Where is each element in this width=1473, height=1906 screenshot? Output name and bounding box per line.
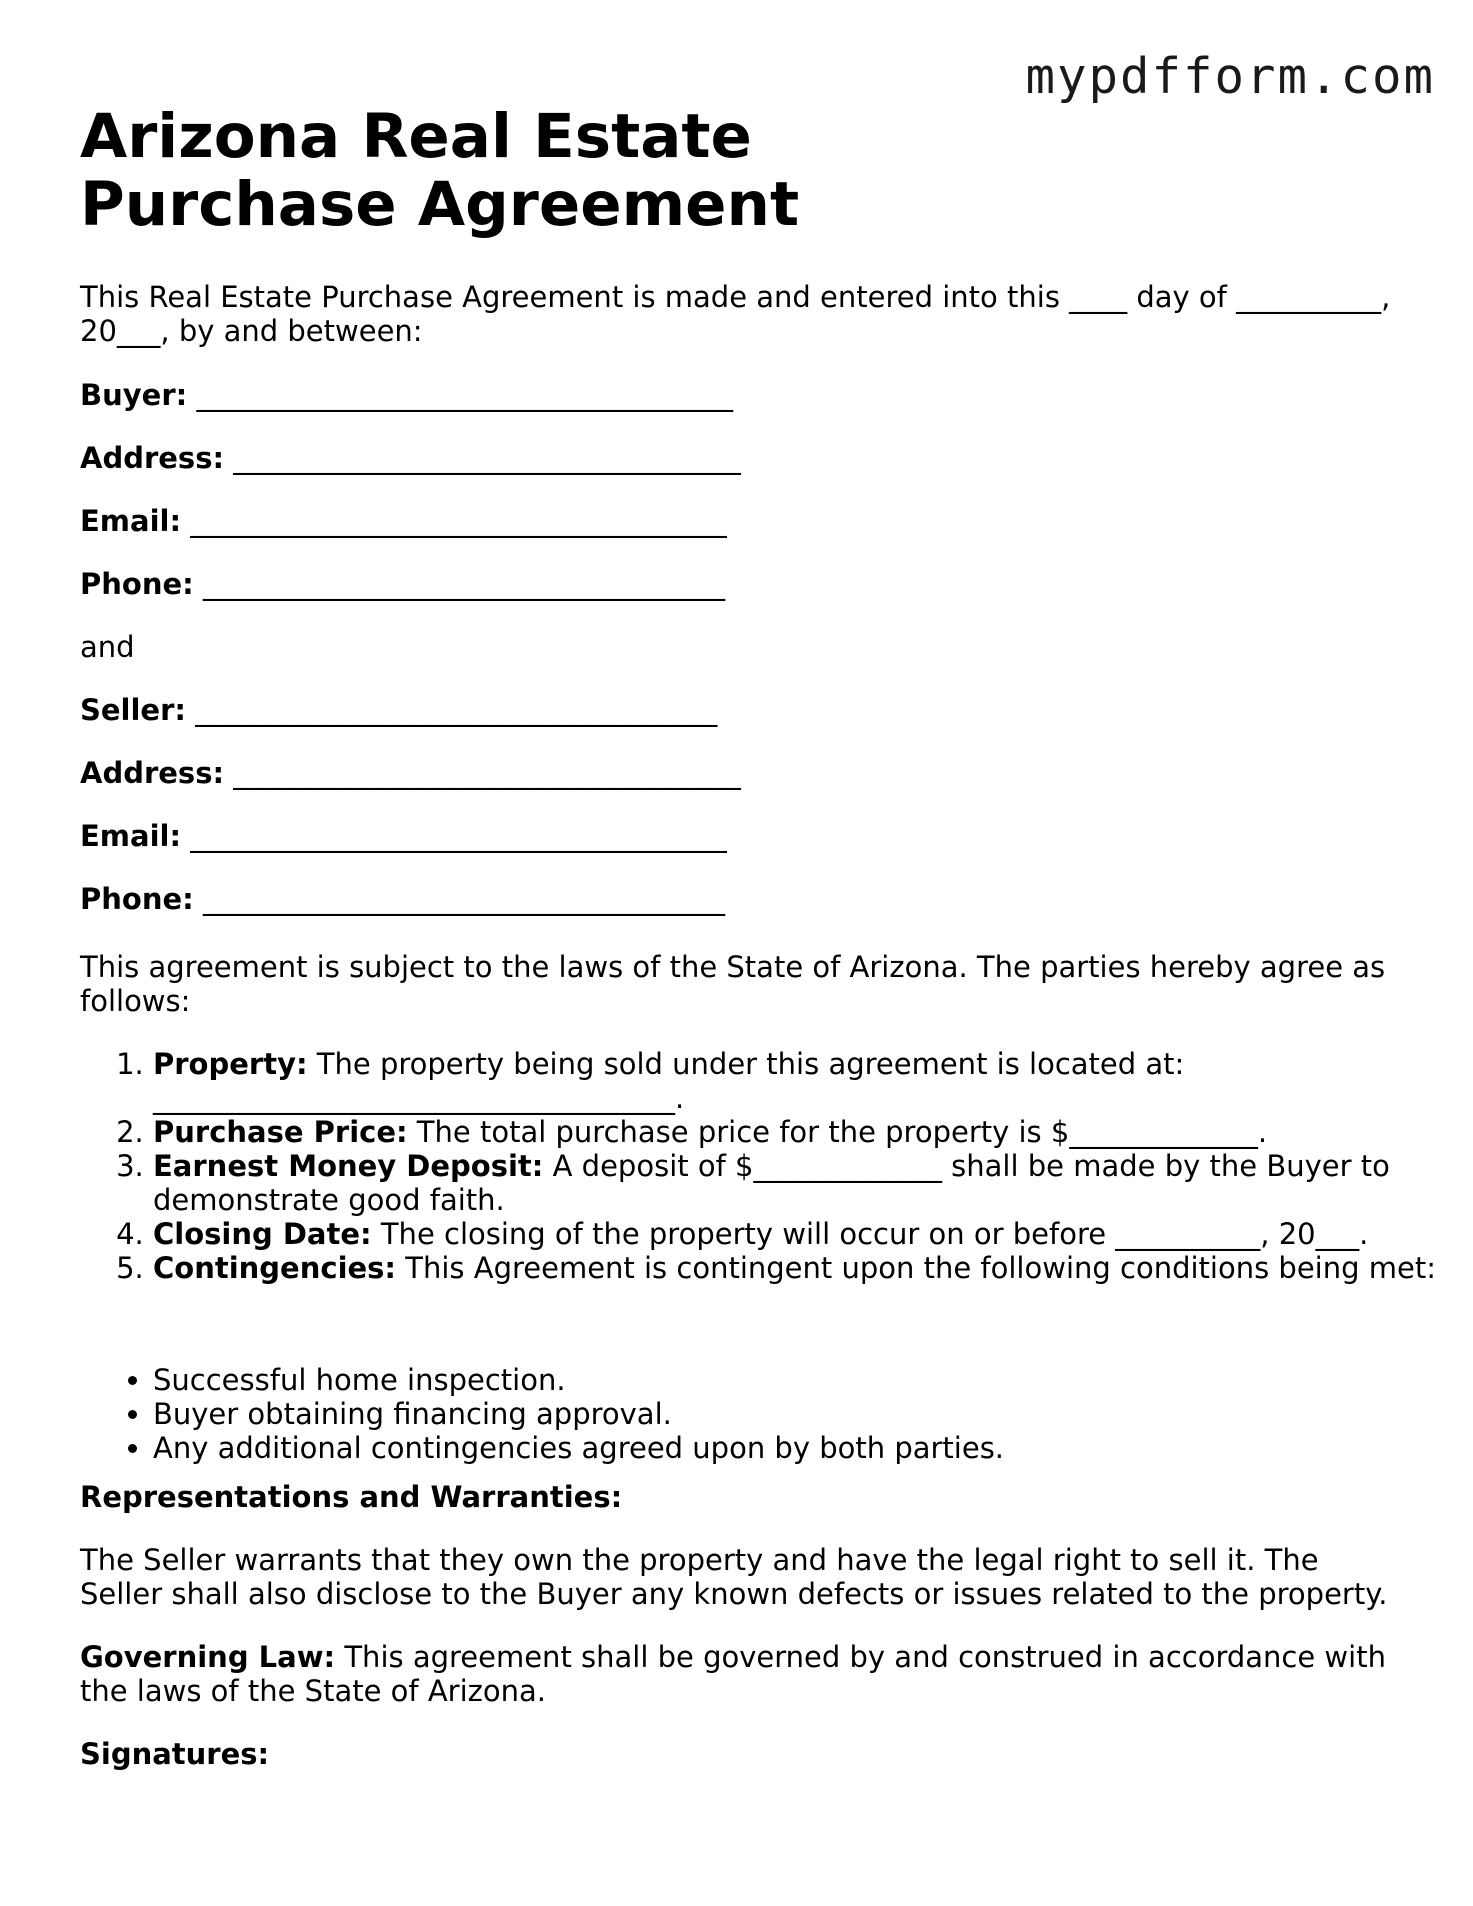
seller-address-field: [80, 756, 1393, 819]
seller-phone-field: [80, 882, 1393, 945]
term-label: Contingencies:: [153, 1251, 397, 1285]
term-item: [153, 1115, 1466, 1149]
term-label: Purchase Price:: [153, 1115, 408, 1149]
buyer-name-field: [80, 378, 1393, 441]
list-item: • Successful home inspection.: [153, 1363, 1466, 1397]
term-item: [153, 1047, 1466, 1115]
contingencies-list: [80, 1363, 1466, 1465]
buyer-address-blank: ___________________________________: [233, 441, 741, 475]
seller-email-blank: _____________________________________: [190, 819, 727, 853]
buyer-address-field: [80, 441, 1393, 504]
representations-heading: Representations and Warranties:: [80, 1480, 623, 1514]
buyer-email-blank: _____________________________________: [190, 504, 727, 538]
seller-name-blank: ____________________________________: [195, 693, 718, 727]
term-label: Earnest Money Deposit:: [153, 1149, 544, 1183]
term-text: The closing of the property will occur on or before __________, 20___.: [371, 1217, 1369, 1251]
term-text: The property being sold under this agreement is located at: ____________________________________.: [153, 1047, 1185, 1115]
seller-email-field: [80, 819, 1393, 882]
buyer-email-label: Email:: [80, 504, 182, 538]
representations-paragraph: The Seller warrants that they own the property and have the legal right to sell it. The Seller shall also disclose to the Buyer any known defects or issues related to the property.: [80, 1543, 1388, 1611]
seller-address-blank: ___________________________________: [233, 756, 741, 790]
term-item: [153, 1217, 1466, 1251]
term-item: [153, 1149, 1466, 1217]
term-text: The total purchase price for the property is $_____________.: [407, 1115, 1268, 1149]
terms-list: [80, 1047, 1466, 1285]
governing-law-label: Governing Law:: [80, 1640, 336, 1674]
intro-paragraph: This Real Estate Purchase Agreement is made and entered into this ____ day of __________, 20___, by and between:: [80, 280, 1391, 348]
document-title: Arizona Real Estate Purchase Agreement: [80, 101, 800, 240]
seller-name-field: [80, 693, 1393, 756]
buyer-name-label: Buyer:: [80, 378, 188, 412]
seller-address-label: Address:: [80, 756, 225, 790]
term-text: This Agreement is contingent upon the following conditions being met:: [396, 1251, 1436, 1285]
buyer-email-field: [80, 504, 1393, 567]
governing-law-paragraph: [80, 1640, 1393, 1708]
seller-phone-blank: ____________________________________: [202, 882, 725, 916]
list-item: • Any additional contingencies agreed upon by both parties.: [153, 1431, 1466, 1465]
term-label: Property:: [153, 1047, 308, 1081]
term-label: Closing Date:: [153, 1217, 372, 1251]
term-text: A deposit of $_____________ shall be made by the Buyer to demonstrate good faith.: [153, 1149, 1390, 1217]
signatures-heading: Signatures:: [80, 1737, 270, 1771]
term-item: [153, 1251, 1466, 1285]
law-statement: This agreement is subject to the laws of the State of Arizona. The parties hereby agree as follows:: [80, 950, 1386, 1018]
seller-name-label: Seller:: [80, 693, 187, 727]
list-item: • Buyer obtaining financing approval.: [153, 1397, 1466, 1431]
watermark-text: mypdfform.com: [1025, 48, 1435, 105]
buyer-address-label: Address:: [80, 441, 225, 475]
seller-phone-label: Phone:: [80, 882, 194, 916]
buyer-phone-blank: ____________________________________: [202, 567, 725, 601]
seller-email-label: Email:: [80, 819, 182, 853]
buyer-name-blank: _____________________________________: [196, 378, 733, 412]
buyer-phone-label: Phone:: [80, 567, 194, 601]
buyer-phone-field: [80, 567, 1393, 630]
and-text: and: [80, 630, 135, 664]
governing-law-text: This agreement shall be governed by and construed in accordance with the laws of the State of Arizona.: [80, 1640, 1386, 1708]
parties-section: [80, 378, 1393, 945]
